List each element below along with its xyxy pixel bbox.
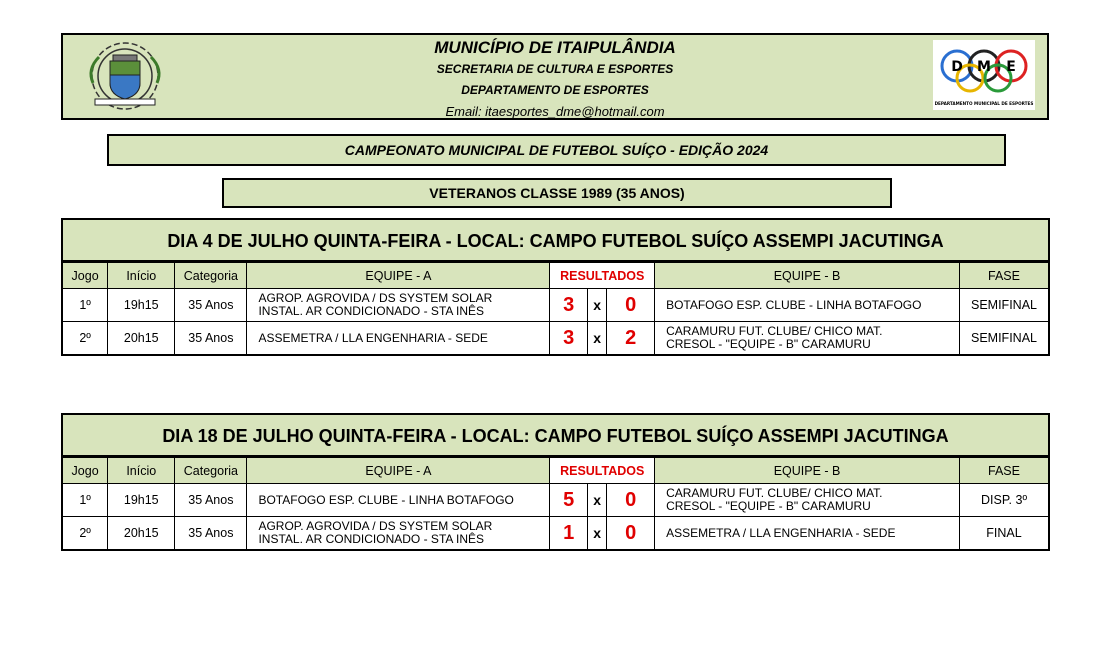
- score-a: 3: [550, 322, 588, 355]
- game-number: 1º: [63, 289, 108, 322]
- championship-banner: CAMPEONATO MUNICIPAL DE FUTEBOL SUÍÇO - EDIÇÃO 2024: [107, 134, 1006, 166]
- game-category: 35 Anos: [175, 322, 247, 355]
- games-table: [63, 262, 1048, 354]
- game-category: 35 Anos: [175, 484, 247, 517]
- game-number: 2º: [63, 322, 108, 355]
- score-a: 5: [550, 484, 588, 517]
- email-line: Email: itaesportes_dme@hotmail.com: [445, 104, 665, 119]
- game-time: 19h15: [108, 289, 175, 322]
- score-a: 3: [550, 289, 588, 322]
- score-b: 0: [607, 289, 655, 322]
- col-fase: FASE: [960, 263, 1048, 289]
- game-time: 19h15: [108, 484, 175, 517]
- score-a: 1: [550, 517, 588, 550]
- secretariat-line: SECRETARIA DE CULTURA E ESPORTES: [436, 62, 674, 76]
- team-a: BOTAFOGO ESP. CLUBE - LINHA BOTAFOGO: [247, 484, 550, 517]
- score-b: 2: [607, 322, 655, 355]
- score-separator: x: [587, 322, 606, 355]
- game-category: 35 Anos: [175, 517, 247, 550]
- col-equipe-a: EQUIPE - A: [247, 263, 550, 289]
- table-row: [63, 484, 1048, 517]
- score-separator: x: [587, 289, 606, 322]
- col-inicio: Início: [108, 263, 175, 289]
- team-b: ASSEMETRA / LLA ENGENHARIA - SEDE: [655, 517, 960, 550]
- col-resultados: RESULTADOS: [550, 458, 655, 484]
- dme-caption: DEPARTAMENTO MUNICIPAL DE ESPORTES: [934, 101, 1034, 106]
- score-b: 0: [607, 517, 655, 550]
- team-a: ASSEMETRA / LLA ENGENHARIA - SEDE: [247, 322, 550, 355]
- games-table: [63, 457, 1048, 549]
- col-categoria: Categoria: [175, 263, 247, 289]
- team-a: AGROP. AGROVIDA / DS SYSTEM SOLAR INSTAL. AR CONDICIONADO - STA INÊS: [247, 517, 550, 550]
- score-separator: x: [587, 484, 606, 517]
- team-a: AGROP. AGROVIDA / DS SYSTEM SOLAR INSTAL. AR CONDICIONADO - STA INÊS: [247, 289, 550, 322]
- col-jogo: Jogo: [63, 263, 108, 289]
- dme-logo-icon: [933, 40, 1035, 110]
- dme-letter-e: E: [1006, 59, 1016, 75]
- game-phase: FINAL: [960, 517, 1048, 550]
- table-row: [63, 517, 1048, 550]
- department-line: DEPARTAMENTO DE ESPORTES: [461, 83, 649, 97]
- game-number: 1º: [63, 484, 108, 517]
- col-jogo: Jogo: [63, 458, 108, 484]
- score-separator: x: [587, 517, 606, 550]
- score-b: 0: [607, 484, 655, 517]
- dme-letter-d: D: [951, 59, 963, 75]
- dme-letter-m: M: [977, 59, 991, 75]
- table-header-row: [63, 458, 1048, 484]
- col-categoria: Categoria: [175, 458, 247, 484]
- category-banner: VETERANOS CLASSE 1989 (35 ANOS): [222, 178, 892, 208]
- table-header-row: [63, 263, 1048, 289]
- day-schedule-2: [61, 413, 1050, 551]
- team-b: CARAMURU FUT. CLUBE/ CHICO MAT. CRESOL - "EQUIPE - B" CARAMURU: [655, 322, 960, 355]
- table-row: [63, 289, 1048, 322]
- col-resultados: RESULTADOS: [550, 263, 655, 289]
- day-title: DIA 4 DE JULHO QUINTA-FEIRA - LOCAL: CAMPO FUTEBOL SUÍÇO ASSEMPI JACUTINGA: [63, 220, 1048, 262]
- game-phase: SEMIFINAL: [960, 322, 1048, 355]
- team-b: BOTAFOGO ESP. CLUBE - LINHA BOTAFOGO: [655, 289, 960, 322]
- game-category: 35 Anos: [175, 289, 247, 322]
- day-title: DIA 18 DE JULHO QUINTA-FEIRA - LOCAL: CAMPO FUTEBOL SUÍÇO ASSEMPI JACUTINGA: [63, 415, 1048, 457]
- document-header: [61, 33, 1049, 120]
- col-inicio: Início: [108, 458, 175, 484]
- municipality-title: MUNICÍPIO DE ITAIPULÂNDIA: [434, 38, 676, 57]
- col-equipe-a: EQUIPE - A: [247, 458, 550, 484]
- game-number: 2º: [63, 517, 108, 550]
- team-b: CARAMURU FUT. CLUBE/ CHICO MAT. CRESOL - "EQUIPE - B" CARAMURU: [655, 484, 960, 517]
- game-time: 20h15: [108, 322, 175, 355]
- game-phase: DISP. 3º: [960, 484, 1048, 517]
- col-equipe-b: EQUIPE - B: [655, 263, 960, 289]
- day-schedule-1: [61, 218, 1050, 356]
- game-phase: SEMIFINAL: [960, 289, 1048, 322]
- col-equipe-b: EQUIPE - B: [655, 458, 960, 484]
- col-fase: FASE: [960, 458, 1048, 484]
- table-row: [63, 322, 1048, 355]
- game-time: 20h15: [108, 517, 175, 550]
